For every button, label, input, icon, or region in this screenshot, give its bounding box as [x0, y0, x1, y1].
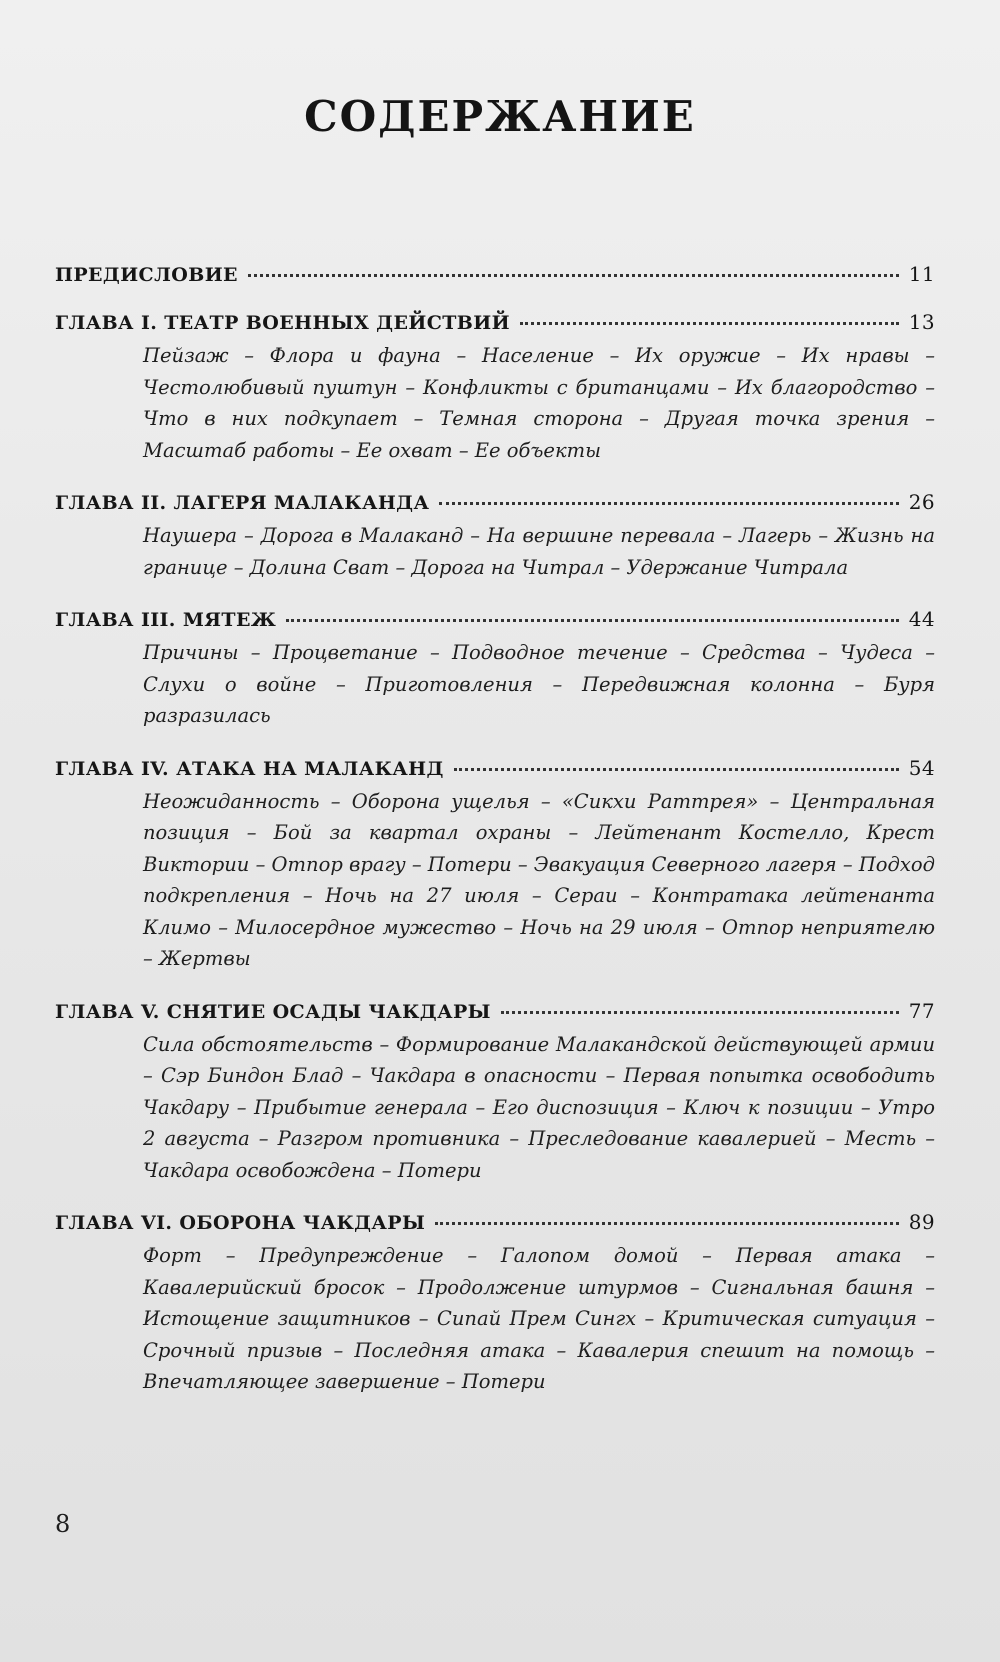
table-of-contents [55, 262, 935, 1422]
toc-page-number: 54 [908, 755, 935, 780]
toc-entry-chapter-4 [55, 756, 935, 975]
toc-entry-chapter-1 [55, 310, 935, 466]
dot-leader [439, 502, 898, 505]
chapter-summary: Причины – Процветание – Подводное течение – Средства – Чудеса – Слухи о войне – Приготовления – Передвижная колонна – Буря разразилась [143, 641, 935, 727]
page-number: 8 [55, 1510, 71, 1538]
toc-entry-chapter-5 [55, 999, 935, 1187]
toc-page-number: 44 [908, 607, 935, 631]
toc-heading: ГЛАВА II. ЛАГЕРЯ МАЛАКАНДА [55, 492, 430, 514]
toc-heading-row [55, 490, 935, 514]
dot-leader [286, 619, 899, 622]
chapter-summary: Форт – Предупреждение – Галопом домой – Первая атака – Кавалерийский бросок – Продолжение штурмов – Сигнальная башня – Истощение защитников – Сипай Прем Сингх – Критическая ситуация – Срочный призыв – Последняя атака – Кавалерия спешит на помощь – Впечатляющее завершение – Потери [143, 1244, 935, 1393]
toc-entry-chapter-6 [55, 1210, 935, 1398]
dot-leader [454, 768, 899, 771]
toc-page-number: 26 [908, 490, 935, 514]
toc-heading: ГЛАВА III. МЯТЕЖ [55, 609, 277, 631]
toc-entry-preface [55, 262, 935, 286]
dot-leader [248, 274, 899, 277]
dot-leader [501, 1011, 899, 1014]
toc-heading-row [55, 999, 935, 1023]
chapter-summary: Неожиданность – Оборона ущелья – «Сикхи Раттрея» – Центральная позиция – Бой за квартал охраны – Лейтенант Костелло, Крест Виктории – Отпор врагу – Потери – Эвакуация Северного лагеря – Подход подкрепления – Ночь на 27 июля – Сераи – Контратака лейтенанта Климо – Милосердное мужество – Ночь на 29 июля – Отпор неприятелю – Жертвы [143, 789, 935, 970]
toc-page-number: 89 [908, 1210, 935, 1234]
chapter-summary: Пейзаж – Флора и фауна – Население – Их оружие – Их нравы – Честолюбивый пуштун – Конфликты с британцами – Их благородство – Что в них подкупает – Темная сторона – Другая точка зрения – Масштаб работы – Ее охват – Ее объекты [143, 344, 935, 462]
dot-leader [520, 322, 899, 325]
chapter-summary: Сила обстоятельств – Формирование Малакандской действующей армии – Сэр Биндон Блад – Чакдара в опасности – Первая попытка освободить Чакдару – Прибытие генерала – Его диспозиция – Ключ к позиции – Утро 2 августа – Разгром противника – Преследование кавалерией – Месть – Чакдара освобождена – Потери [143, 1032, 935, 1182]
toc-heading-row [55, 310, 935, 334]
chapter-summary: Наушера – Дорога в Малаканд – На вершине перевала – Лагерь – Жизнь на границе – Долина Сват – Дорога на Читрал – Удержание Читрала [143, 524, 935, 579]
toc-heading-row [55, 1210, 935, 1234]
toc-heading-row [55, 262, 935, 286]
toc-heading: ГЛАВА I. ТЕАТР ВОЕННЫХ ДЕЙСТВИЙ [55, 312, 510, 334]
toc-heading: ГЛАВА IV. АТАКА НА МАЛАКАНД [55, 757, 444, 780]
toc-page-number: 77 [908, 998, 935, 1023]
toc-heading-row [55, 607, 935, 631]
toc-page-number: 13 [908, 310, 935, 334]
page-title: СОДЕРЖАНИЕ [304, 92, 696, 141]
toc-heading-row [55, 756, 935, 780]
toc-entry-chapter-3 [55, 607, 935, 732]
dot-leader [435, 1222, 899, 1225]
toc-entry-chapter-2 [55, 490, 935, 583]
toc-heading: ГЛАВА VI. ОБОРОНА ЧАКДАРЫ [55, 1212, 426, 1234]
toc-page-number: 11 [908, 262, 935, 286]
toc-heading: ПРЕДИСЛОВИЕ [55, 264, 238, 286]
toc-heading: ГЛАВА V. СНЯТИЕ ОСАДЫ ЧАКДАРЫ [55, 1000, 491, 1023]
